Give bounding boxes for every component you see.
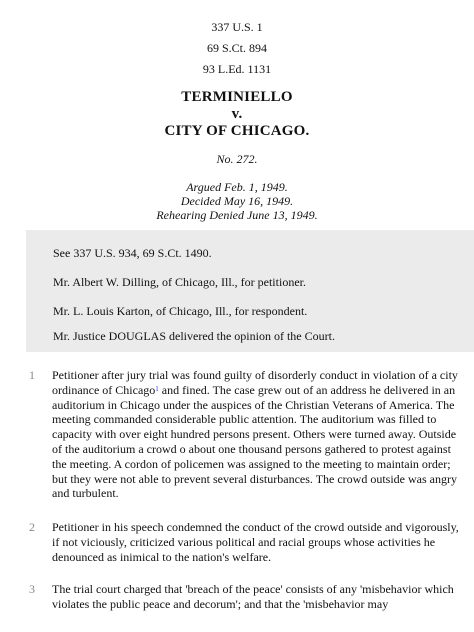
paragraph-number: 2	[29, 520, 35, 534]
date-decided: Decided May 16, 1949.	[180, 194, 294, 208]
summary-petitioner-counsel: Mr. Albert W. Dilling, of Chicago, Ill., for petitioner.	[53, 275, 306, 289]
citation-led: 93 L.Ed. 1131	[202, 62, 272, 76]
citation-sct: 69 S.Ct. 894	[206, 41, 267, 55]
docket-number: No. 272.	[216, 152, 258, 166]
paragraph-3: The trial court charged that 'breach of the peace' consists of any 'misbehavior which violates the public peace and decorum'; and that the 'misbehavior may	[52, 582, 454, 611]
date-rehearing: Rehearing Denied June 13, 1949.	[156, 208, 318, 222]
summary-see-also: See 337 U.S. 934, 69 S.Ct. 1490.	[53, 246, 212, 260]
case-title-line3: CITY OF CHICAGO.	[164, 123, 310, 139]
paragraph-1-text-b: and fined. The case grew out of an address he delivered in an auditorium in Chicago under the auspices of the Christian Veterans of America. The meeting commanded considerable public attention. The auditorium was filled to capacity with over eight hundred persons present. Others were turned away. Outside of the auditorium a crowd o about one thousand persons gathered to protest against the meeting. A cordon of policemen was assigned to the meeting to maintain order; but they were not able to prevent several disturbances. The crowd outside was angry and turbulent.	[52, 382, 457, 501]
paragraph-1-text-a: Petitioner after jury trial was found guilty of disorderly conduct in violation of a city ordinance of Chicago	[52, 368, 458, 397]
summary-respondent-counsel: Mr. L. Louis Karton, of Chicago, Ill., for respondent.	[53, 304, 308, 318]
paragraph-number: 1	[29, 368, 35, 382]
paragraph-number: 3	[29, 582, 35, 596]
paragraph-2: Petitioner in his speech condemned the conduct of the crowd outside and vigorously, if not viciously, criticized various political and racial groups whose activities he denounced as inimical to the nation's welfare.	[52, 520, 459, 564]
citation-us: 337 U.S. 1	[211, 20, 263, 34]
footnote-link[interactable]: 1	[155, 384, 159, 393]
date-argued: Argued Feb. 1, 1949.	[186, 180, 288, 194]
summary-opinion-author: Mr. Justice DOUGLAS delivered the opinion of the Court.	[53, 329, 335, 343]
case-title-line2: v.	[231, 106, 243, 122]
case-title-line1: TERMINIELLO	[181, 89, 293, 105]
summary-box	[26, 230, 474, 352]
paragraph-1	[52, 368, 468, 501]
